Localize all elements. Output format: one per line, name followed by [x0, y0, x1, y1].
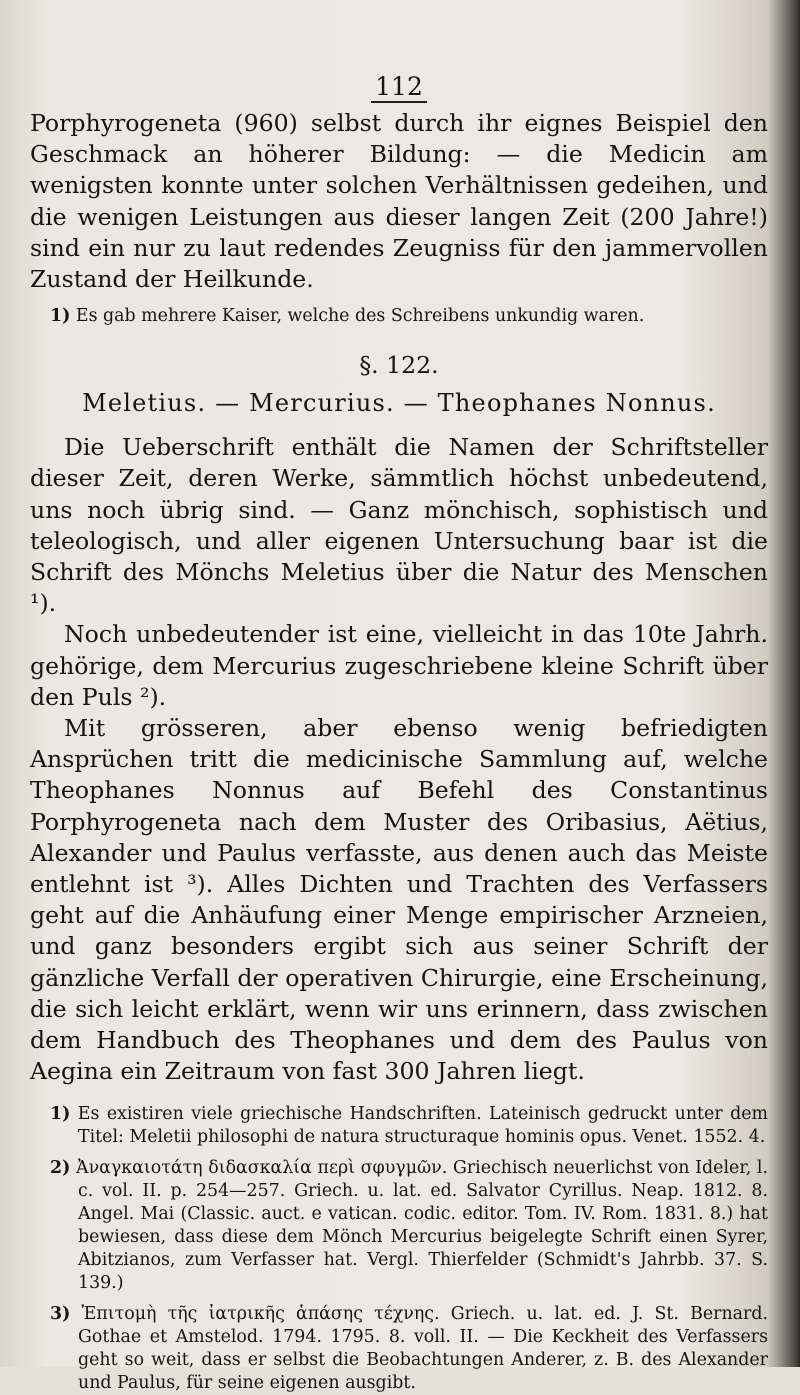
body-paragraph-1: Die Ueberschrift enthält die Namen der Schriftsteller dieser Zeit, deren Werke, sämmtlich höchst unbedeutend, uns noch übrig sind. — Ganz mönchisch, sophistisch und teleologisch, und aller eigenen Untersuchung baar ist die Schrift des Mönchs Meletius über die Natur des Menschen ¹).	[30, 433, 768, 618]
section-number: §. 122.	[359, 351, 439, 380]
footnote-3	[30, 1303, 768, 1395]
footnote-top-text: Es gab mehrere Kaiser, welche des Schreibens unkundig waren.	[75, 306, 645, 327]
footnote-1	[30, 1103, 768, 1149]
intro-paragraph: Porphyrogeneta (960) selbst durch ihr eignes Beispiel den Geschmack an höherer Bildung: — die Medicin am wenigsten konnte unter solchen Verhältnissen gedeihen, und die wenigen Leistungen aus dieser langen Zeit (200 Jahre!) sind ein nur zu laut redendes Zeugniss für den jammervollen Zustand der Heilkunde.	[30, 109, 768, 294]
page-number-text: 112	[371, 72, 427, 103]
footnote-1-text: Es existiren viele griechische Handschriften. Lateinisch gedruckt unter dem Titel: Meletii philosophi de natura structuraque hominis opus. Venet. 1552. 4.	[77, 1104, 768, 1148]
footnote-3-mark: 3)	[50, 1304, 71, 1325]
footnote-2-mark: 2)	[50, 1158, 71, 1179]
section-title: Meletius. — Mercurius. — Theophanes Nonnus.	[82, 389, 716, 418]
footnote-2	[30, 1157, 768, 1295]
page-number	[30, 72, 768, 102]
footnote-2-text: Ἀναγκαιοτάτη διδασκαλία περὶ σφυγμῶν. Griechisch neuerlichst von Ideler, l. c. vol. II. p. 254—257. Griech. u. lat. ed. Salvator Cyrillus. Neap. 1812. 8. Angel. Mai (Classic. auct. e vatican. codic. editor. Tom. IV. Rom. 1831. 8.) hat bewiesen, dass diese dem Mönch Mercurius beigelegte Schrift einen Syrer, Abitzianos, zum Verfasser hat. Vergl. Thierfelder (Schmidt's Jahrbb. 37. S. 139.)	[76, 1158, 769, 1294]
body-paragraph-3: Mit grösseren, aber ebenso wenig befriedigten Ansprüchen tritt die medicinische Sammlung auf, welche Theophanes Nonnus auf Befehl des Constantinus Porphyrogeneta nach dem Muster des Oribasius, Aëtius, Alexander und Paulus verfasste, aus denen auch das Meiste entlehnt ist ³). Alles Dichten und Trachten des Verfassers geht auf die Anhäufung einer Menge empirischer Arzneien, und ganz besonders ergibt sich aus seiner Schrift der gänzliche Verfall der operativen Chirurgie, eine Erscheinung, die sich leicht erklärt, wenn wir uns erinnern, dass zwischen dem Handbuch des Theophanes und dem des Paulus von Aegina ein Zeitraum von fast 300 Jahren liegt.	[30, 714, 768, 1086]
footnotes	[30, 1103, 768, 1395]
footnote-top	[30, 305, 768, 328]
footnote-3-text: Ἐπιτομὴ τῆς ἰατρικῆς ἁπάσης τέχνης. Griech. u. lat. ed. J. St. Bernard. Gothae et Amstelod. 1794. 1795. 8. voll. II. — Die Keckheit des Verfassers geht so weit, dass er selbst die Beobachtungen Anderer, z. B. des Alexander und Paulus, für seine eigenen ausgibt.	[78, 1304, 768, 1394]
footnote-top-mark: 1)	[50, 306, 71, 327]
footnote-1-mark: 1)	[50, 1104, 71, 1125]
body-paragraph-2: Noch unbedeutender ist eine, vielleicht in das 10te Jahrh. gehörige, dem Mercurius zugeschriebene kleine Schrift über den Puls ²).	[30, 620, 768, 711]
